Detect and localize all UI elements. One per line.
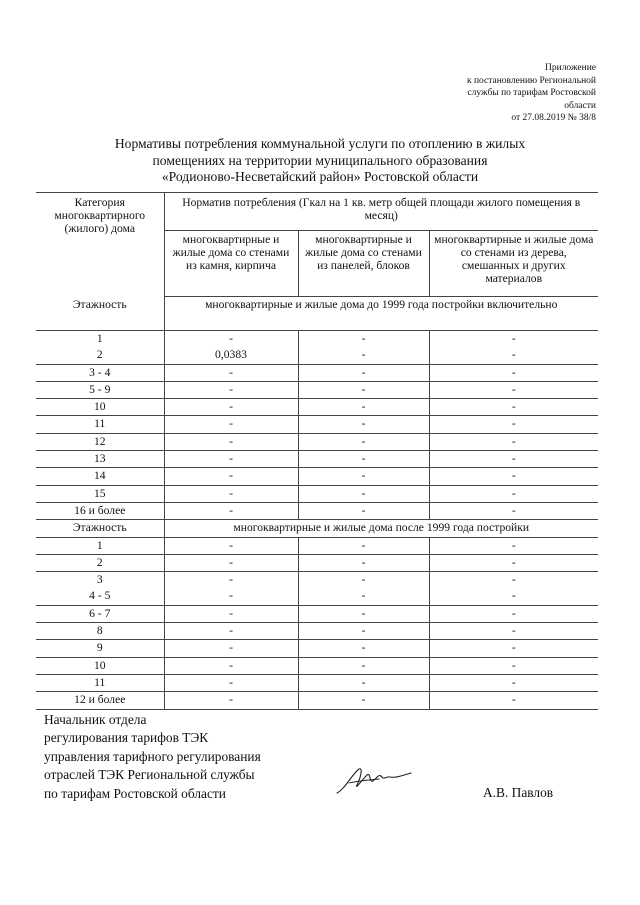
value-cell [429,331,598,365]
table-row [36,572,598,606]
table-row [36,674,598,691]
norm-value: - [164,451,298,468]
table-row [36,640,598,657]
norm-value: - [361,573,366,587]
appendix-date-line: от 27.08.2019 № 38/8 [511,113,596,123]
table-row [36,554,598,571]
norm-value: - [429,399,598,416]
appendix-line: области [564,100,596,111]
floor-value: 16 и более [36,502,164,519]
floor-value: 2 [36,554,164,571]
norm-value: - [164,674,298,691]
norm-value: - [429,554,598,571]
table-row [36,364,598,381]
value-cell [298,572,429,606]
table-row [36,451,598,468]
table-row [36,502,598,519]
norm-value: - [429,451,598,468]
position-line: отраслей ТЭК Региональной службы [44,767,255,783]
value-cell [164,572,298,606]
norm-value: - [511,589,516,603]
title-line: «Родионово-Несветайский район» Ростовской области [161,169,479,184]
appendix-note [376,62,596,125]
table-row [36,537,598,554]
norm-value: - [429,468,598,485]
floor-value: 12 и более [36,692,164,709]
norm-value: - [298,554,429,571]
table-row [36,416,598,433]
value-cell [164,331,298,365]
norm-value: - [298,433,429,450]
appendix-line: Приложение [545,63,596,73]
norm-value: - [164,554,298,571]
norm-value: - [229,573,233,587]
signer-position [44,711,344,803]
norm-value: - [511,332,516,345]
norm-value: - [429,657,598,674]
floor-value: 6 - 7 [36,605,164,622]
norm-value: - [298,640,429,657]
title-line: Нормативы потребления коммунальной услуги по отоплению в жилых [114,136,526,151]
floor-value: 3 [96,573,103,587]
norm-value: - [164,416,298,433]
table-row [36,381,598,398]
floor-value: 12 [36,433,164,450]
norm-value: - [298,381,429,398]
norm-value: - [298,451,429,468]
norm-value: - [164,502,298,519]
norm-value: - [511,573,516,587]
norm-value: - [164,640,298,657]
norm-value: - [164,537,298,554]
norm-value: - [164,623,298,640]
norm-value: - [429,381,598,398]
norm-value: - [429,364,598,381]
floor-value: 14 [36,468,164,485]
norm-value: - [229,589,233,603]
norm-value: - [164,364,298,381]
norm-value: - [298,623,429,640]
section1-title: многоквартирные и жилые дома до 1999 года постройки включительно [164,297,598,331]
table-row [36,692,598,709]
floor-label: Этажность [36,520,164,537]
norm-value: - [298,537,429,554]
floor-value: 8 [36,623,164,640]
norm-value: - [361,332,366,345]
floor-value: 1 [36,537,164,554]
col-header-panel: многоквартирные и жилые дома со стенами из панелей, блоков [298,231,429,297]
norm-value: - [511,348,516,362]
signer-name: А.В. Павлов [483,785,554,800]
norm-value: - [429,416,598,433]
floor-value: 2 [96,348,103,362]
norm-value: - [429,640,598,657]
norm-value: - [298,485,429,502]
norm-value: - [298,364,429,381]
table-row [36,468,598,485]
section2-title: многоквартирные и жилые дома после 1999 года постройки [164,520,598,537]
norm-value: 0,0383 [215,348,247,362]
norm-value: - [229,332,233,345]
norm-value: - [164,485,298,502]
floor-value: 1 [96,332,103,345]
norm-value: - [429,674,598,691]
norm-value: - [298,674,429,691]
table-row [36,657,598,674]
norm-value: - [298,692,429,709]
norm-value: - [429,433,598,450]
table-row [36,605,598,622]
norm-value: - [361,589,366,603]
norm-value: - [361,348,366,362]
value-cell [298,331,429,365]
norm-value: - [298,399,429,416]
appendix-line: службы по тарифам Ростовской [467,88,596,98]
norm-value: - [164,381,298,398]
table-row [36,433,598,450]
floor-value: 11 [36,674,164,691]
table-row [36,485,598,502]
norm-value: - [429,537,598,554]
floor-value: 9 [36,640,164,657]
norm-value: - [429,623,598,640]
norm-value: - [298,657,429,674]
position-line: управления тарифного регулирования [44,748,261,764]
norm-value: - [164,433,298,450]
floor-value: 15 [36,485,164,502]
table-row [36,331,598,365]
norm-value: - [298,502,429,519]
norm-value: - [164,468,298,485]
norm-value: - [429,502,598,519]
floor-value: 11 [36,416,164,433]
floor-value: 10 [36,657,164,674]
floor-value: 13 [36,451,164,468]
title-line: помещениях на территории муниципального образования [152,152,488,168]
floor-value: 4 - 5 [89,589,111,603]
document-title [40,136,600,186]
value-cell [429,572,598,606]
position-line: регулирования тарифов ТЭК [44,730,209,746]
norm-value: - [429,692,598,709]
table-row [36,623,598,640]
norm-value: - [429,485,598,502]
norm-value: - [298,468,429,485]
norm-value: - [298,605,429,622]
norm-value: - [298,416,429,433]
position-line: Начальник отдела [44,712,147,727]
col-header-wood: многоквартирные и жилые дома со стенами из дерева, смешанных и других материалов [429,231,598,297]
category-header: Категория многоквартирного (жилого) дома [36,193,164,297]
position-line: по тарифам Ростовской области [44,785,226,801]
norm-header: Норматив потребления (Гкал на 1 кв. метр общей площади жилого помещения в месяц) [164,193,598,231]
col-header-stone: многоквартирные и жилые дома со стенами из камня, кирпича [164,231,298,297]
norm-value: - [164,692,298,709]
norm-value: - [164,657,298,674]
appendix-line: к постановлению Региональной [466,75,596,86]
floor-value: 5 - 9 [36,381,164,398]
floor-value: 3 - 4 [36,364,164,381]
norms-table [36,192,598,710]
norm-value: - [164,399,298,416]
norm-value: - [429,605,598,622]
handwritten-signature-icon [335,763,415,799]
floor-cell [36,331,164,365]
floor-cell [36,572,164,606]
floor-value: 10 [36,399,164,416]
floor-label: Этажность [36,297,164,331]
table-row [36,399,598,416]
norm-value: - [164,605,298,622]
